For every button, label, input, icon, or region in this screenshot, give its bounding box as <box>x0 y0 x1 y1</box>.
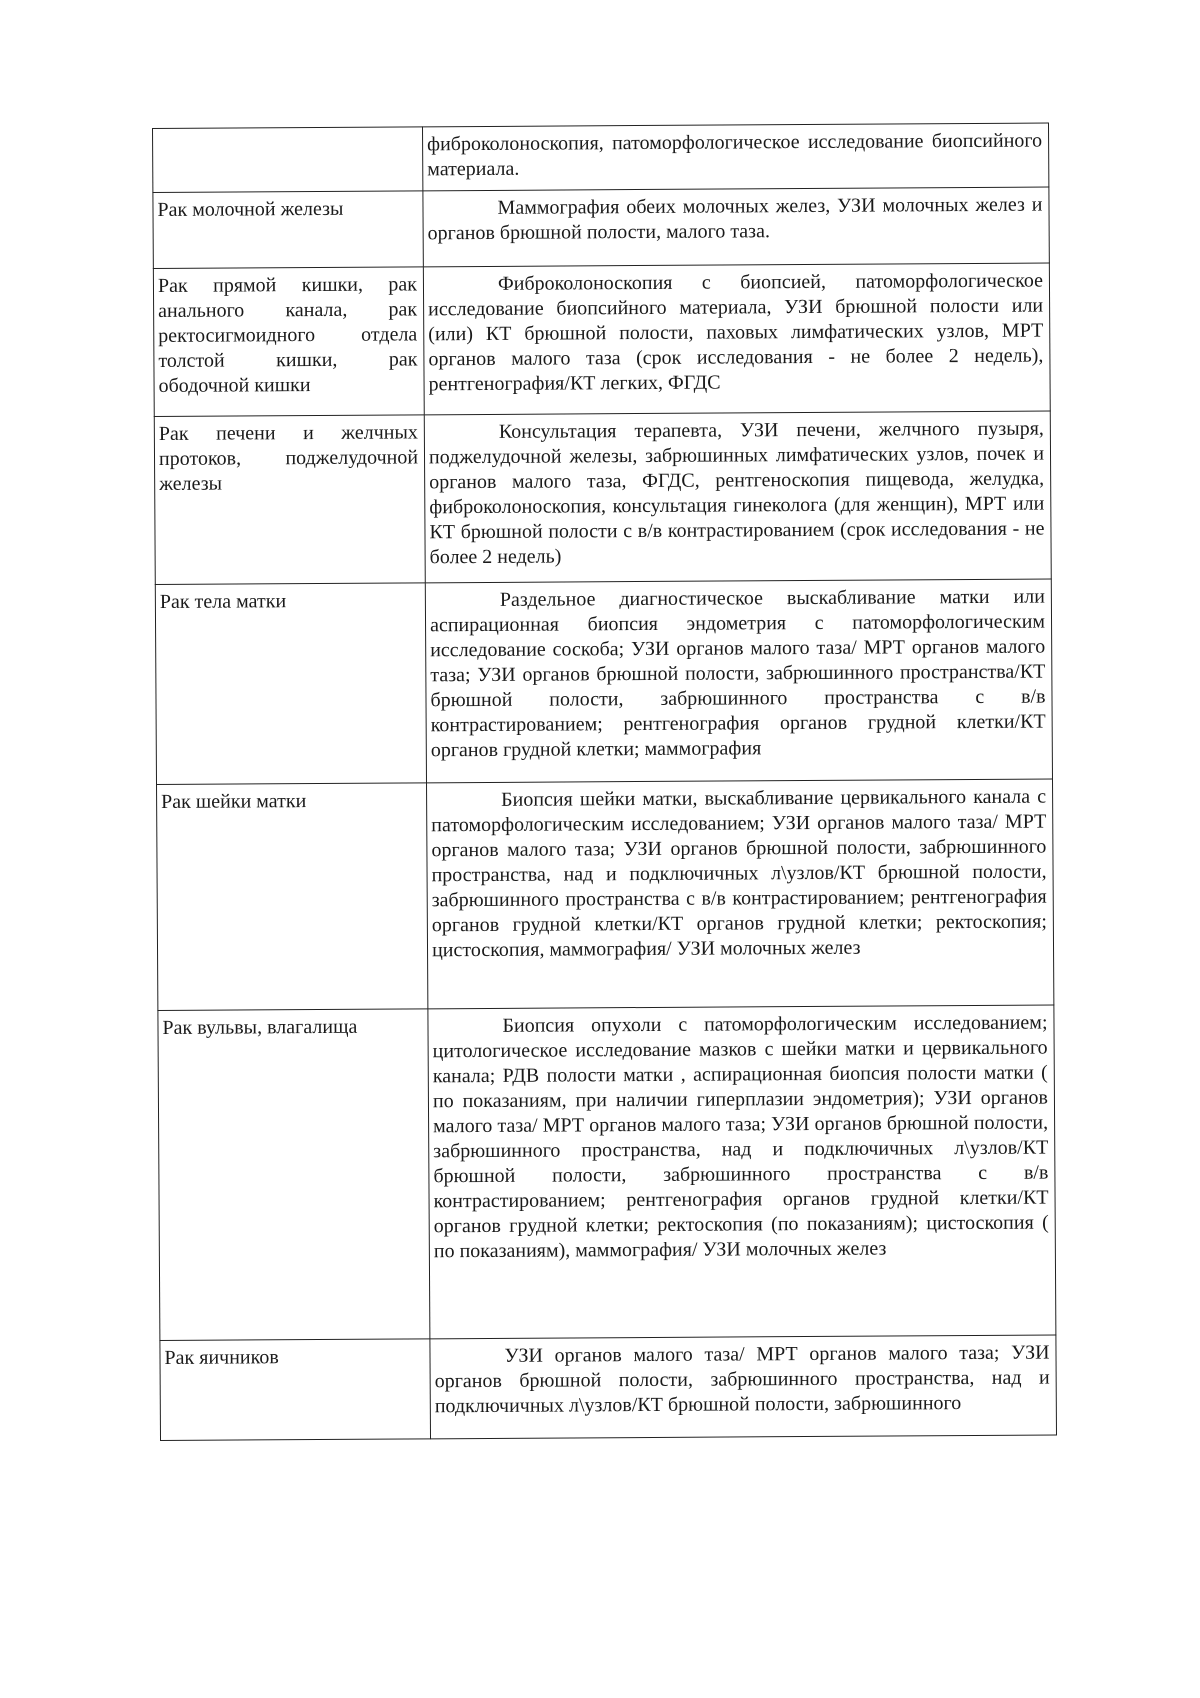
table-row <box>160 1335 1057 1440</box>
examination-cell: Маммография обеих молочных желез, УЗИ молочных желез и органов брюшной полости, малого таза. <box>423 187 1049 267</box>
diagnosis-cell: Рак вульвы, влагалища <box>158 1009 430 1341</box>
diagnosis-cell: Рак прямой кишки, рак анального канала, рак ректосигмоидного отдела толстой кишки, рак ободочной кишки <box>153 267 424 417</box>
diagnosis-cell <box>153 127 423 193</box>
diagnosis-cell: Рак тела матки <box>155 583 426 785</box>
examination-cell: фиброколоноскопия, патоморфологическое исследование биопсийного материала. <box>422 123 1048 191</box>
table-row <box>158 1005 1056 1340</box>
table-row <box>157 779 1054 1010</box>
table-row <box>153 263 1050 416</box>
diagnosis-cell: Рак яичников <box>160 1339 431 1441</box>
diagnostics-table <box>152 123 1057 1441</box>
diagnosis-cell: Рак печени и желчных протоков, поджелудочной железы <box>154 415 425 585</box>
examination-cell: Биопсия шейки матки, выскабливание цервикального канала с патоморфологическим исследованием; УЗИ органов малого таза/ МРТ органов малого таза; УЗИ органов брюшной полости, забрюшинного пространства, над и подключичных л\узлов/КТ брюшной полости, забрюшинного пространства с в/в контрастированием; рентгенография органов грудной клетки/КТ органов грудной клетки; ректоскопия; цистоскопия, маммография/ УЗИ молочных желез <box>427 779 1054 1009</box>
table-row <box>153 187 1049 268</box>
examination-cell: Биопсия опухоли с патоморфологическим исследованием; цитологическое исследование мазков с шейки матки и цервикального канала; РДВ полости матки , аспирационная биопсия полости матки ( по показаниям, при наличии гиперплазии эндометрия); УЗИ органов малого таза/ МРТ органов малого таза; УЗИ органов брюшной полости, забрюшинного пространства, над и подключичных л\узлов/КТ брюшной полости, забрюшинного пространства с в/в контрастированием; рентгенография органов грудной клетки/КТ органов грудной клетки; ректоскопия (по показаниям); цистоскопия ( по показаниям), маммография/ УЗИ молочных желез <box>428 1005 1056 1339</box>
table-row <box>154 411 1051 584</box>
diagnosis-cell: Рак шейки матки <box>157 783 428 1011</box>
examination-cell: Консультация терапевта, УЗИ печени, желчного пузыря, поджелудочной железы, забрюшинных лимфатических узлов, почек и органов малого таза, ФГДС, рентгеноскопия пищевода, желудка, фиброколоноскопия, консультация гинеколога (для женщин), МРТ или КТ брюшной полости с в/в контрастированием (срок исследования - не более 2 недель) <box>424 411 1051 583</box>
table-row <box>153 123 1049 192</box>
table-row <box>155 579 1052 784</box>
examination-cell: Фиброколоноскопия с биопсией, патоморфологическое исследование биопсийного материала, УЗИ брюшной полости или (или) КТ брюшной полости, паховых лимфатических узлов, МРТ органов малого таза (срок исследования - не более 2 недель), рентгенография/КТ легких, ФГДС <box>423 263 1050 415</box>
examination-cell: УЗИ органов малого таза/ МРТ органов малого таза; УЗИ органов брюшной полости, забрюшинного пространства, над и подключичных л\узлов/КТ брюшной полости, забрюшинного <box>430 1335 1057 1439</box>
diagnosis-cell: Рак молочной железы <box>153 191 423 269</box>
examination-cell: Раздельное диагностическое выскабливание матки или аспирационная биопсия эндометрия с патоморфологическим исследование соскоба; УЗИ органов малого таза/ МРТ органов малого таза; УЗИ органов брюшной полости, забрюшинного пространства/КТ брюшной полости, забрюшинного пространства с в/в контрастированием; рентгенография органов грудной клетки/КТ органов грудной клетки; маммография <box>425 579 1052 783</box>
